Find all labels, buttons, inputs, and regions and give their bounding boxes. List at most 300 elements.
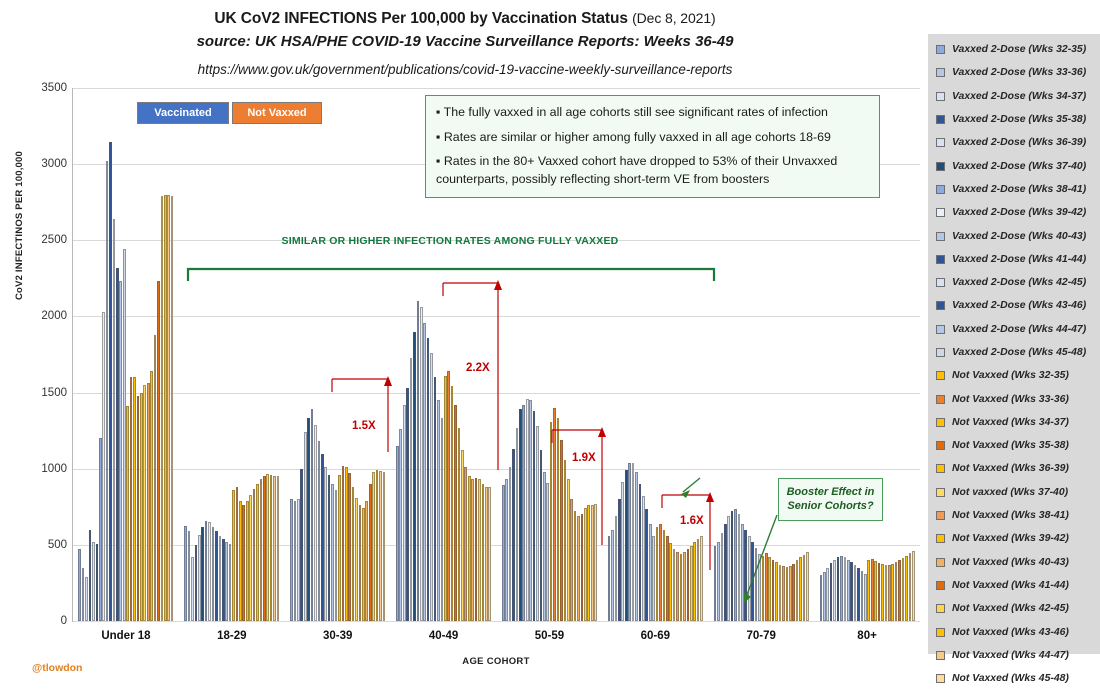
bar: [318, 441, 321, 621]
bar: [581, 514, 584, 621]
bar: [574, 511, 577, 621]
legend-item: [936, 248, 1094, 271]
legend-item: [936, 620, 1094, 643]
bar: [383, 472, 386, 621]
multiplier-4: 1.6X: [680, 515, 704, 527]
legend-item-label: Not Vaxxed (Wks 35-38): [952, 440, 1069, 452]
bar: [734, 509, 737, 621]
legend-swatch-icon: [936, 325, 945, 334]
bar: [823, 572, 826, 621]
legend-item-label: Vaxxed 2-Dose (Wks 38-41): [952, 183, 1087, 195]
bar: [632, 463, 635, 621]
bar: [837, 557, 840, 621]
bar: [376, 470, 379, 621]
legend-item: [936, 271, 1094, 294]
bar: [201, 527, 204, 621]
x-axis-tick: 60-69: [640, 630, 671, 642]
legend-item-label: Vaxxed 2-Dose (Wks 36-39): [952, 137, 1087, 149]
bar: [99, 438, 102, 621]
bar: [885, 565, 888, 621]
legend-item: [936, 201, 1094, 224]
y-axis-label: CoV2 INFECTINOS PER 100,000: [14, 150, 25, 300]
legend-swatch-icon: [936, 348, 945, 357]
legend-item-label: Not vaxxed (Wks 37-40): [952, 486, 1069, 498]
bar: [748, 536, 751, 621]
bar: [625, 470, 628, 621]
legend-item-label: Not Vaxxed (Wks 34-37): [952, 416, 1069, 428]
legend-swatch-icon: [936, 162, 945, 171]
bar: [505, 479, 508, 621]
bar: [437, 400, 440, 621]
bar: [164, 195, 167, 621]
legend-item-label: Not Vaxxed (Wks 33-36): [952, 393, 1069, 405]
bar: [611, 530, 614, 621]
bar: [195, 545, 198, 621]
bar: [526, 399, 529, 621]
bar: [765, 553, 768, 621]
bar: [519, 409, 522, 621]
bar-group: [285, 88, 391, 642]
legend-item-label: Not Vaxxed (Wks 42-45): [952, 603, 1069, 615]
legend-swatch-icon: [936, 581, 945, 590]
bar: [621, 482, 624, 621]
bar: [584, 508, 587, 621]
bar: [294, 501, 297, 621]
bar: [714, 546, 717, 621]
x-axis-tick: 30-39: [322, 630, 353, 642]
bar: [656, 527, 659, 621]
legend-swatch-icon: [936, 255, 945, 264]
bar-group: [179, 88, 285, 642]
annotation-similar-rates: SIMILAR OR HIGHER INFECTION RATES AMONG FULLY VAXXED: [281, 235, 619, 247]
legend-item: [936, 574, 1094, 597]
bar: [587, 505, 590, 621]
bar: [102, 312, 105, 621]
bar: [304, 432, 307, 621]
bar: [277, 476, 280, 621]
legend-item-label: Vaxxed 2-Dose (Wks 32-35): [952, 44, 1087, 56]
bar: [420, 307, 423, 621]
bar: [471, 479, 474, 621]
bar: [861, 571, 864, 621]
bar: [806, 552, 809, 621]
page-title: UK CoV2 INFECTIONS Per 100,000 by Vaccination Status (Dec 8, 2021): [214, 10, 716, 27]
bar: [116, 268, 119, 621]
bar: [830, 563, 833, 621]
bar: [687, 549, 690, 621]
legend-item-label: Vaxxed 2-Dose (Wks 43-46): [952, 300, 1087, 312]
bar: [82, 568, 85, 621]
bar: [878, 563, 881, 621]
legend-swatch-icon: [936, 628, 945, 637]
bar: [844, 557, 847, 621]
bar: [543, 472, 546, 621]
legend-item: [936, 154, 1094, 177]
bar: [567, 479, 570, 621]
legend-item: [936, 178, 1094, 201]
legend-swatch-icon: [936, 45, 945, 54]
bar: [475, 478, 478, 621]
legend-item: [936, 644, 1094, 667]
bar: [676, 552, 679, 621]
bar: [857, 568, 860, 621]
bar: [564, 460, 567, 621]
bar: [529, 400, 532, 621]
bar: [89, 530, 92, 621]
bar: [232, 490, 235, 621]
bar: [485, 487, 488, 621]
bar: [249, 495, 252, 621]
bar: [820, 575, 823, 621]
bar: [536, 426, 539, 621]
bar: [826, 568, 829, 621]
bar: [533, 411, 536, 621]
bar: [212, 527, 215, 621]
bar: [273, 476, 276, 621]
legend-swatch-icon: [936, 511, 945, 520]
bar: [659, 524, 662, 621]
legend-vaccinated: Vaccinated: [137, 102, 229, 124]
bar: [113, 219, 116, 621]
bar: [560, 440, 563, 621]
legend-item: [936, 294, 1094, 317]
bar: [270, 475, 273, 621]
y-axis-tick: 500: [47, 538, 67, 551]
bar: [516, 428, 519, 621]
bar: [171, 196, 174, 621]
multiplier-3: 1.9X: [572, 452, 596, 464]
bar: [803, 555, 806, 621]
bar: [239, 501, 242, 621]
bar: [328, 475, 331, 621]
bar: [215, 531, 218, 621]
bar: [441, 418, 444, 621]
bar: [266, 474, 269, 621]
legend-item: [936, 411, 1094, 434]
bar: [850, 562, 853, 621]
legend-swatch-icon: [936, 208, 945, 217]
bar: [413, 332, 416, 621]
bar: [137, 396, 140, 621]
bar: [444, 376, 447, 621]
bar: [246, 501, 249, 621]
bar: [130, 377, 133, 621]
bar: [864, 574, 867, 621]
bar: [342, 466, 345, 621]
bar: [369, 484, 372, 621]
legend-item-label: Not Vaxxed (Wks 38-41): [952, 510, 1069, 522]
legend-swatch-icon: [936, 278, 945, 287]
bar: [143, 385, 146, 621]
bar: [909, 553, 912, 621]
bar: [300, 469, 303, 621]
legend-item-label: Not Vaxxed (Wks 41-44): [952, 579, 1069, 591]
bar: [229, 544, 232, 621]
legend-swatch-icon: [936, 441, 945, 450]
bar: [321, 454, 324, 622]
bar: [126, 406, 129, 621]
bar: [297, 499, 300, 621]
legend-swatch-icon: [936, 651, 945, 660]
bar: [512, 449, 515, 621]
x-axis-tick: 40-49: [428, 630, 459, 642]
multiplier-1: 1.5X: [352, 420, 376, 432]
bar: [345, 467, 348, 621]
bar: [198, 535, 201, 621]
bar: [242, 505, 245, 621]
bar: [454, 405, 457, 621]
legend-item: [936, 527, 1094, 550]
bar: [167, 195, 170, 621]
legend-item: [936, 504, 1094, 527]
bar: [85, 577, 88, 621]
legend-swatch-icon: [936, 301, 945, 310]
legend-item-label: Vaxxed 2-Dose (Wks 33-36): [952, 67, 1087, 79]
legend-swatch-icon: [936, 138, 945, 147]
bar: [683, 552, 686, 621]
bar: [184, 526, 187, 621]
source-url: https://www.gov.uk/government/publications/covid-19-vaccine-weekly-surveillance-reports: [197, 62, 733, 77]
legend-swatch-icon: [936, 464, 945, 473]
legend-swatch-icon: [936, 232, 945, 241]
bar: [690, 546, 693, 621]
chart-subtitle: source: UK HSA/PHE COVID-19 Vaccine Surveillance Reports: Weeks 36-49: [196, 33, 734, 50]
x-axis-label: AGE COHORT: [462, 656, 530, 667]
bar: [365, 501, 368, 621]
bar: [157, 281, 160, 621]
bar: [154, 335, 157, 621]
x-axis-tick: Under 18: [101, 630, 151, 642]
bar: [92, 542, 95, 621]
bar: [109, 142, 112, 621]
legend-item-label: Vaxxed 2-Dose (Wks 37-40): [952, 160, 1087, 172]
gridline: [73, 621, 920, 622]
legend-item-label: Not Vaxxed (Wks 32-35): [952, 370, 1069, 382]
bar: [406, 388, 409, 621]
bar: [744, 530, 747, 621]
bar: [478, 479, 481, 621]
bar: [133, 377, 136, 621]
legend-item: [936, 61, 1094, 84]
legend-item-label: Vaxxed 2-Dose (Wks 45-48): [952, 347, 1087, 358]
bar: [741, 524, 744, 621]
bar: [721, 533, 724, 621]
legend-swatch-icon: [936, 558, 945, 567]
legend-swatch-icon: [936, 115, 945, 124]
bar: [140, 393, 143, 621]
bar: [639, 484, 642, 621]
brace-bracket: [186, 265, 716, 281]
bar: [403, 405, 406, 621]
bar: [434, 377, 437, 621]
bar: [522, 405, 525, 621]
bar: [399, 429, 402, 621]
bar: [205, 521, 208, 622]
bar: [717, 542, 720, 621]
legend-item-label: Not Vaxxed (Wks 45-48): [952, 673, 1069, 685]
bar: [359, 505, 362, 621]
x-axis-tick: 18-29: [217, 630, 247, 642]
bar: [669, 543, 672, 621]
bar: [236, 487, 239, 621]
bar: [352, 487, 355, 621]
callout-line-2: ▪ Rates are similar or higher among fully vaxxed in all age cohorts 18-69: [436, 129, 831, 144]
legend-item: [936, 434, 1094, 457]
bar: [468, 476, 471, 621]
callout-line-1: ▪ The fully vaxxed in all age cohorts still see significant rates of infection: [436, 105, 828, 119]
bar: [550, 422, 553, 621]
bar: [335, 490, 338, 621]
bar: [867, 560, 870, 621]
x-axis-tick: 70-79: [746, 630, 776, 642]
y-axis-tick: 0: [60, 615, 67, 627]
bar: [618, 499, 621, 621]
bar: [461, 450, 464, 621]
bar: [488, 487, 491, 621]
bar: [693, 542, 696, 621]
bar: [628, 463, 631, 621]
bar: [758, 554, 761, 621]
bar: [290, 499, 293, 621]
bar: [96, 544, 99, 621]
legend-item-label: Vaxxed 2-Dose (Wks 44-47): [952, 323, 1087, 335]
bar: [591, 505, 594, 621]
y-axis-tick: 2500: [41, 234, 67, 247]
legend-item-label: Vaxxed 2-Dose (Wks 42-45): [952, 277, 1087, 289]
legend-item: [936, 387, 1094, 410]
callout-box: [425, 95, 880, 198]
legend-swatch-icon: [936, 92, 945, 101]
legend-item: [936, 597, 1094, 620]
bar: [663, 530, 666, 621]
bar: [417, 301, 420, 621]
bar: [451, 386, 454, 621]
bar: [727, 516, 730, 621]
bar: [796, 560, 799, 621]
legend-item: [936, 38, 1094, 61]
bar: [786, 567, 789, 621]
bar: [871, 559, 874, 621]
bar: [888, 565, 891, 621]
bar-group: [73, 88, 179, 642]
series-legend: [928, 34, 1100, 685]
bars: [73, 88, 179, 621]
bar: [222, 539, 225, 621]
legend-item: [936, 481, 1094, 504]
bar: [902, 558, 905, 621]
bar: [348, 473, 351, 621]
bar: [570, 499, 573, 621]
legend-item-label: Vaxxed 2-Dose (Wks 39-42): [952, 207, 1087, 219]
legend-swatch-icon: [936, 395, 945, 404]
bar: [738, 514, 741, 621]
legend-item-label: Vaxxed 2-Dose (Wks 41-44): [952, 253, 1087, 265]
bar: [645, 509, 648, 621]
bar: [362, 508, 365, 621]
bar: [700, 536, 703, 621]
legend-item: [936, 108, 1094, 131]
legend-item-label: Vaxxed 2-Dose (Wks 34-37): [952, 90, 1087, 102]
bar: [553, 408, 556, 621]
bar: [119, 281, 122, 621]
bar: [799, 557, 802, 621]
bar: [782, 566, 785, 621]
legend-swatch-icon: [936, 534, 945, 543]
bar: [635, 472, 638, 621]
bar: [314, 425, 317, 621]
legend-item: [936, 131, 1094, 154]
bar: [615, 516, 618, 621]
legend-item-label: Not Vaxxed (Wks 36-39): [952, 463, 1069, 475]
y-axis-tick: 3500: [41, 82, 67, 94]
bar: [762, 556, 765, 621]
bar: [150, 371, 153, 621]
author-handle: @tlowdon: [32, 662, 83, 674]
bar: [680, 554, 683, 621]
bar: [161, 196, 164, 621]
bar: [649, 524, 652, 621]
bar: [123, 249, 126, 621]
bar: [379, 471, 382, 621]
bar: [697, 539, 700, 621]
bar: [464, 467, 467, 621]
bar: [789, 566, 792, 621]
bar: [331, 484, 334, 621]
legend-item-label: Not Vaxxed (Wks 40-43): [952, 556, 1069, 568]
bar: [874, 561, 877, 621]
bar: [372, 472, 375, 621]
bar: [208, 522, 211, 621]
legend-item-label: Vaxxed 2-Dose (Wks 35-38): [952, 114, 1087, 126]
bar: [891, 564, 894, 621]
bar: [219, 536, 222, 621]
bar: [731, 511, 734, 621]
legend-item: [936, 224, 1094, 247]
bar: [423, 323, 426, 621]
x-axis-tick: 50-59: [534, 630, 565, 642]
legend-swatch-icon: [936, 185, 945, 194]
multiplier-2: 2.2X: [466, 362, 490, 374]
legend-item-label: Not Vaxxed (Wks 39-42): [952, 533, 1069, 545]
bar: [147, 383, 150, 621]
legend-item-label: Not Vaxxed (Wks 43-46): [952, 626, 1069, 638]
bar: [458, 428, 461, 621]
bar: [724, 524, 727, 621]
bar: [898, 560, 901, 621]
bar: [652, 536, 655, 621]
legend-swatch-icon: [936, 68, 945, 77]
bar: [608, 536, 611, 621]
bar: [427, 338, 430, 621]
legend-item: [936, 85, 1094, 108]
bar: [594, 504, 597, 621]
x-axis-tick: 80+: [857, 630, 877, 642]
bar: [540, 450, 543, 621]
bar: [311, 409, 314, 621]
bar: [502, 485, 505, 621]
legend-swatch-icon: [936, 371, 945, 380]
legend-item-label: Not Vaxxed (Wks 44-47): [952, 649, 1069, 661]
bar: [912, 551, 915, 621]
bar: [338, 475, 341, 621]
legend-item: [936, 457, 1094, 480]
bar: [642, 496, 645, 621]
bar: [847, 560, 850, 621]
bar: [106, 161, 109, 621]
y-axis-tick: 2000: [41, 310, 67, 323]
bar: [792, 564, 795, 621]
booster-effect-note: Booster Effect in Senior Cohorts?: [778, 478, 883, 521]
